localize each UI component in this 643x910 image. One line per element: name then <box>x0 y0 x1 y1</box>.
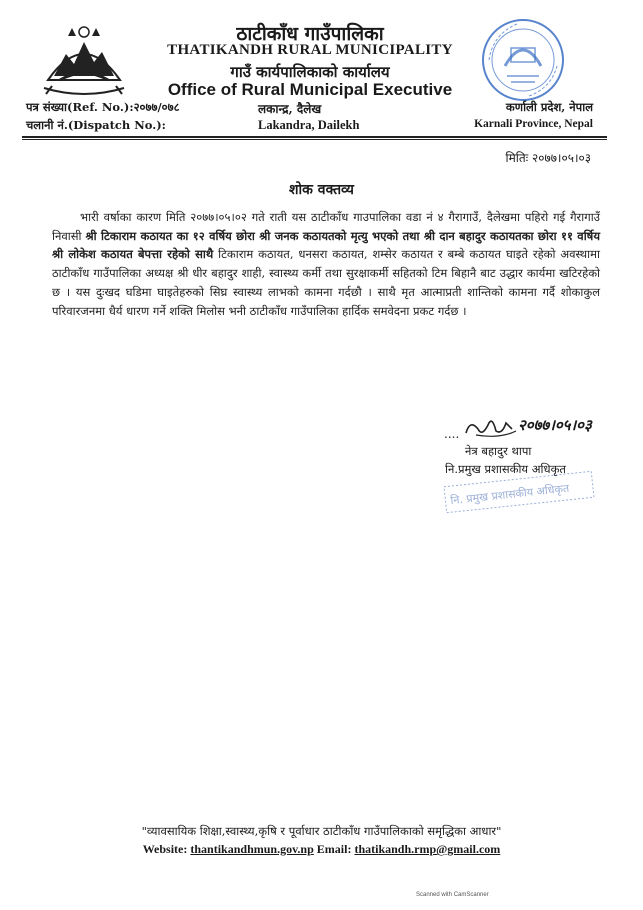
body-text-part-1: भारी वर्षाका कारण मिति २०७७।०५।०२ गते राती यस ठाटीकाँध गाउपालिका वडा नं ४ गैरागाउँ, दैलेखमा पहिरो गई गैरागाउँ निवासी <box>52 210 600 243</box>
email-label: Email: <box>313 842 355 856</box>
body-text-bold: श्री टिकाराम कठायत का १२ वर्षिय छोरा श्री जनक कठायतको मृत्यु भएको तथा श्री दान बहादुर कठायतका छोरा ११ वर्षिय श्री लोकेश कठायत बेपत्ता रहेको साथै <box>52 228 600 262</box>
footer-slogan: "व्यावसायिक शिक्षा,स्वास्थ्य,कृषि र पूर्वाधार ठाटीकाँध गाउँपालिकाको समृद्धिका आधार" <box>141 824 502 838</box>
office-name-nepali: गाउँ कार्यपालिकाको कार्यालय <box>230 63 390 81</box>
signatory-title: नि.प्रमुख प्रशासकीय अधिकृत <box>445 462 566 476</box>
letter-subject: शोक वक्तव्य <box>289 182 354 198</box>
letter-date: मितिः २०७७।०५।०३ <box>505 151 591 165</box>
municipality-name-english: THATIKANDH RURAL MUNICIPALITY <box>167 42 453 58</box>
website-link[interactable]: thantikandhmun.gov.np <box>190 842 314 856</box>
office-name-english: Office of Rural Municipal Executive <box>167 80 453 99</box>
signatory-name: नेत्र बहादुर थापा <box>465 444 532 458</box>
location-nepali: लकान्द्र, दैलेख <box>258 102 322 116</box>
municipality-name-nepali: ठाटीकाँध गाउँपालिका <box>236 23 384 45</box>
signature-dots: .... <box>444 427 460 441</box>
body-text-part-2: टिकाराम कठायत, धनसरा कठायत, शम्सेर कठायत र बम्बे कठायत घाइते रहेको अवस्थामा ठाटीकाँध गाउँपालिका अध्यक्ष श्री धीर बहादुर शाही, स्वास्थ्य कर्मी तथा सुरक्षाकर्मी सहितको टिम बिहानै बाट उद्धार कार्यमा खटिरहेको छ । यस दुःखद घडिमा घाइतेहरुको सिघ्र स्वास्थ्य लाभको कामना गर्दछौ । साथै मृत आत्माप्रती शान्तिको कामना गर्दै शोकाकुल परिवारजनमा धैर्य धारण गर्ने शक्ति मिलोस भनी ठाटीकाँध गाउँपालिका हार्दिक समवेदना प्रकट गर्दछ । <box>52 247 600 318</box>
province-english: Karnali Province, Nepal <box>474 118 593 130</box>
scanner-watermark: Scanned with CamScanner <box>416 892 489 898</box>
footer-contact <box>0 842 643 857</box>
letter-body <box>52 208 600 320</box>
location-english: Lakandra, Dailekh <box>258 118 360 132</box>
reference-number: पत्र संख्या(Ref. No.):२०७७/०७८ <box>26 100 180 114</box>
dispatch-number: चलानी नं.(Dispatch No.): <box>26 118 166 132</box>
website-label: Website: <box>142 842 191 856</box>
header-divider-thin <box>22 139 607 140</box>
header-divider <box>22 136 607 138</box>
nepal-emblem-logo <box>38 18 130 98</box>
province-nepali: कर्णाली प्रदेश, नेपाल <box>505 100 593 114</box>
stamp-text: नि. प्रमुख प्रशासकीय अधिकृत <box>449 481 570 508</box>
signature-date: २०७७।०५।०३ <box>518 416 592 434</box>
signature <box>440 405 610 445</box>
municipality-seal <box>477 14 569 106</box>
email-link[interactable]: thatikandh.rmp@gmail.com <box>354 842 501 856</box>
